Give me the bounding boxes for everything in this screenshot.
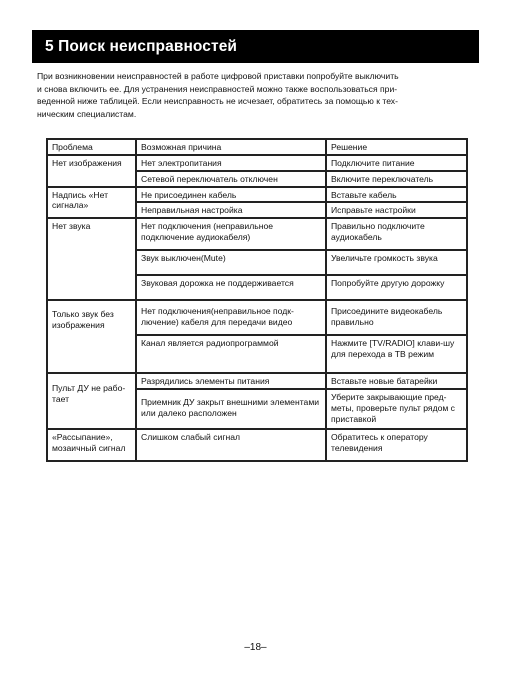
cause-cell: Разрядились элементы питания (136, 373, 326, 389)
solution-cell: Присоедините видеокабель правильно (326, 300, 467, 335)
cause-cell: Звук выключен(Mute) (136, 250, 326, 275)
table-row (47, 187, 467, 203)
problem-cell: Надпись «Нет сигнала» (47, 187, 136, 219)
solution-cell: Уберите закрывающие пред-меты, проверьте пульт рядом с приставкой (326, 389, 467, 429)
intro-paragraph (37, 70, 475, 120)
solution-cell: Попробуйте другую дорожку (326, 275, 467, 300)
table-header-row (47, 139, 467, 155)
solution-cell: Вставьте новые батарейки (326, 373, 467, 389)
solution-cell: Исправьте настройки (326, 202, 467, 218)
troubleshooting-table (46, 138, 468, 462)
solution-cell: Нажмите [TV/RADIO] клави-шу для перехода в ТВ режим (326, 335, 467, 373)
page-number: –18– (244, 642, 267, 653)
problem-cell: Только звук без изображения (47, 300, 136, 373)
table-row (47, 155, 467, 171)
solution-cell: Подключите питание (326, 155, 467, 171)
problem-cell: Нет изображения (47, 155, 136, 187)
section-header (32, 30, 479, 63)
solution-cell: Обратитесь к оператору телевидения (326, 429, 467, 461)
intro-line: веденной ниже таблицей. Если неисправность не исчезает, обратитесь за помощью к тех- (37, 96, 398, 107)
header-solution: Решение (326, 139, 467, 155)
problem-cell: «Рассыпание», мозаичный сигнал (47, 429, 136, 461)
solution-cell: Вставьте кабель (326, 187, 467, 203)
intro-line: и снова включить ее. Для устранения неисправностей можно также воспользоваться при- (37, 83, 398, 94)
solution-cell: Включите переключатель (326, 171, 467, 187)
header-cause: Возможная причина (136, 139, 326, 155)
table-row (47, 300, 467, 335)
problem-cell: Нет звука (47, 218, 136, 300)
solution-cell: Увеличьте громкость звука (326, 250, 467, 275)
cause-cell: Неправильная настройка (136, 202, 326, 218)
solution-cell: Правильно подключите аудиокабель (326, 218, 467, 250)
cause-cell: Звуковая дорожка не поддерживается (136, 275, 326, 300)
cause-cell: Слишком слабый сигнал (136, 429, 326, 461)
cause-cell: Нет электропитания (136, 155, 326, 171)
section-title: 5 Поиск неисправностей (45, 37, 238, 55)
table-row (47, 429, 467, 461)
cause-cell: Нет подключения (неправильное подключение аудиокабеля) (136, 218, 326, 250)
cause-cell: Нет подключения(неправильное подк-лючение) кабеля для передачи видео (136, 300, 326, 335)
cause-cell: Не присоединен кабель (136, 187, 326, 203)
cause-cell: Канал является радиопрограммой (136, 335, 326, 373)
cause-cell: Приемник ДУ закрыт внешними элементами или далеко расположен (136, 389, 326, 429)
problem-cell: Пульт ДУ не рабо-тает (47, 373, 136, 429)
header-problem: Проблема (47, 139, 136, 155)
intro-line: ническим специалистам. (37, 108, 137, 119)
intro-line: При возникновении неисправностей в работе цифровой приставки попробуйте выключить (37, 71, 399, 81)
cause-cell: Сетевой переключатель отключен (136, 171, 326, 187)
table-row (47, 373, 467, 389)
table-row (47, 218, 467, 250)
